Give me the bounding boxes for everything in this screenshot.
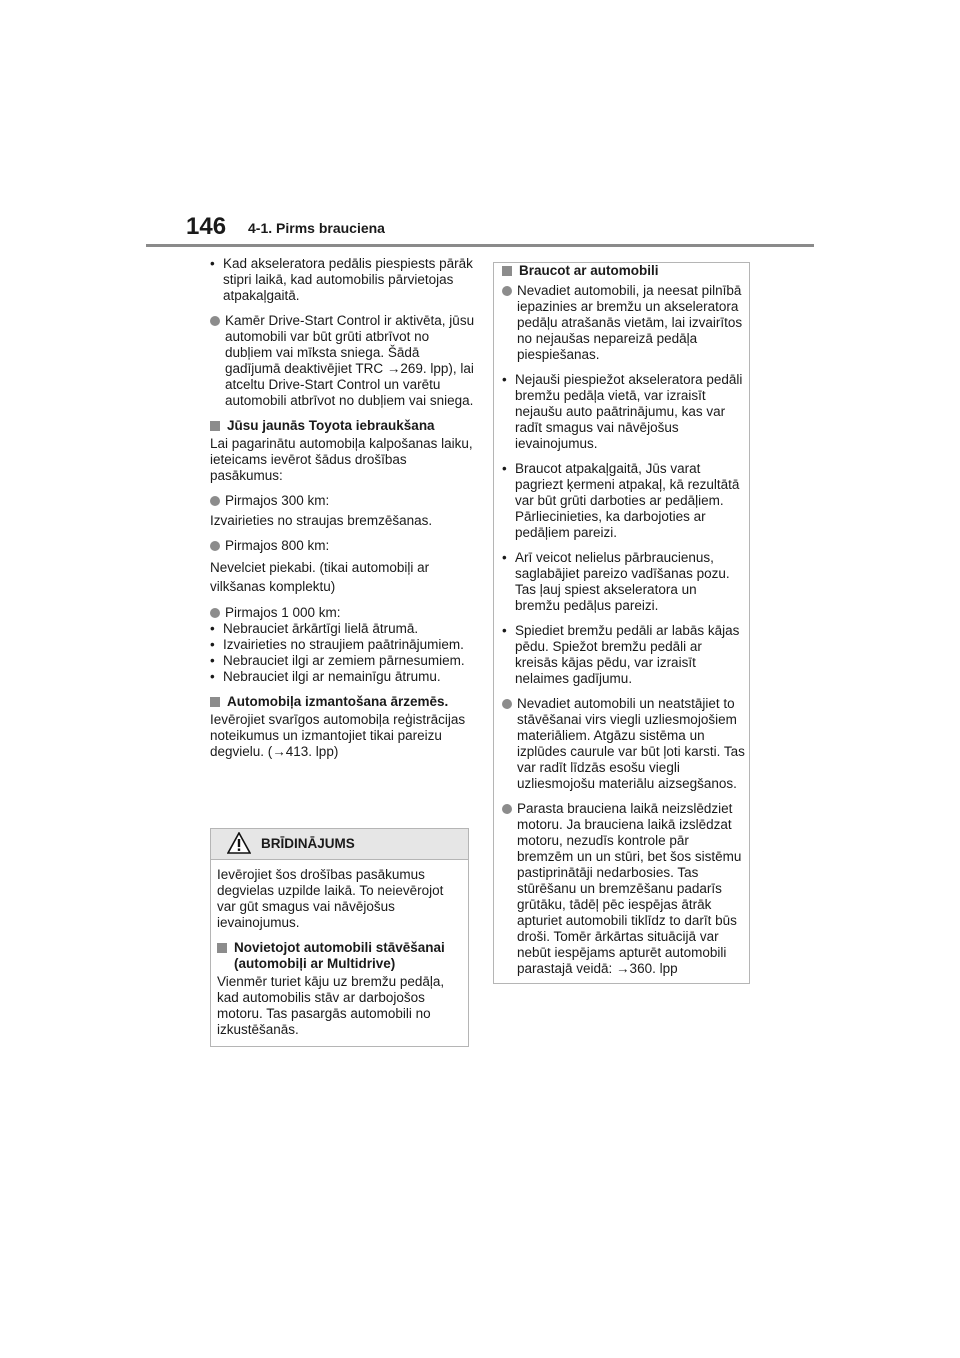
first-1000-heading: Pirmajos 1 000 km: bbox=[210, 605, 475, 621]
parking-text: Vienmēr turiet kāju uz bremžu pedāļa, kad automobilis stāv ar darbojošos motoru. Tas pasargās automobili no izkustēšanās. bbox=[217, 974, 445, 1037]
circle-bullet-icon bbox=[502, 286, 512, 296]
bullet-dot-icon: • bbox=[502, 623, 507, 638]
abroad-heading: Automobiļa izmantošana ārzemēs. bbox=[210, 694, 475, 710]
bullet-dot-icon: • bbox=[210, 669, 215, 684]
list-item: • Arī veicot nelielus pārbraucienus, saglabājiet pareizo vadīšanas pozu. Tas ļauj spiest akseleratora un bremžu pedāļus pareizi. bbox=[502, 550, 730, 613]
circle-bullet-icon bbox=[210, 608, 220, 618]
bullet-dot-icon: • bbox=[502, 372, 507, 387]
header-divider bbox=[146, 244, 814, 247]
first-800-text: Nevelciet piekabi. (tikai automobiļi ar vilkšanas komplektu) bbox=[210, 560, 430, 594]
note-engine-off: Parasta brauciena laikā neizslēdziet motoru. Ja brauciena laikā izslēdzat motoru, nezudīs kontrole pār bremzēm un un stūri, bet šos sistēmu pastiprinātāji nedarbosies. Tas stūrēšanu un bremzēšanu padarīs grūtāku, tādēļ pēc iespējas ātrāk apturiet automobili tiklīdz to darīt būs droši. Tomēr ārkārtas situācijā var nebūt iespējams apturēt automobili parastajā veidā: →360. lpp bbox=[502, 801, 745, 977]
warning-box bbox=[210, 828, 469, 1047]
list-item: • Spiediet bremžu pedāli ar labās kājas pēdu. Spiežot bremžu pedāli ar kreisās kājas pēdu, var izraisīt nelaimes gadījumu. bbox=[502, 623, 740, 686]
warning-header bbox=[211, 829, 468, 860]
list-item: • Nebrauciet ilgi ar zemiem pārnesumiem. bbox=[210, 653, 465, 668]
circle-bullet-icon bbox=[502, 804, 512, 814]
right-column-box bbox=[493, 262, 750, 984]
left-column bbox=[210, 256, 475, 769]
breakin-intro: Lai pagarinātu automobiļa kalpošanas laiku, ieteicams ievērot šādus drošības pasākumus: bbox=[210, 436, 473, 483]
list-item-text: Kad akseleratora pedālis piespiests pārāk stipri laikā, kad automobilis pārvietojas atpakaļgaitā. bbox=[223, 256, 473, 303]
warning-intro: Ievērojiet šos drošības pasākumus degvielas uzpilde laikā. To neievērojot var gūt smagus vai nāvējošus ievainojumus. bbox=[217, 867, 444, 930]
square-bullet-icon bbox=[210, 697, 220, 707]
note-text: Kamēr Drive-Start Control ir aktivēta, jūsu automobili var būt grūti atbrīvot no dubļiem vai mīksta sniega. Šādā gadījumā deaktivējiet TRC →269. lpp), lai atceltu Drive-Start Control un varētu automobili atbrīvot no dubļiem vai sniega. bbox=[225, 313, 475, 408]
warning-body bbox=[211, 860, 468, 1038]
note-drive-start bbox=[210, 313, 475, 409]
note-flammable: Nevadiet automobili un neatstājiet to stāvēšanai virs viegli uzliesmojošiem materiāliem. Atgāzu sistēma un izplūdes caurule var būt ļoti karsti. Tas var radīt līdzās esošu viegli uzliesmojošu materiālu aizsegšanos. bbox=[502, 696, 745, 792]
note-unfamiliar: Nevadiet automobili, ja neesat pilnībā iepazinies ar bremžu un akseleratora pedāļu atrašanās vietām, lai izvairītos no nejaušas nepareizā pedāļa piespiešanas. bbox=[502, 283, 745, 363]
page-number: 146 bbox=[186, 213, 227, 240]
driving-heading: Braucot ar automobili bbox=[502, 263, 745, 279]
square-bullet-icon bbox=[217, 943, 227, 953]
bullet-dot-icon: • bbox=[210, 637, 215, 652]
circle-bullet-icon bbox=[210, 496, 220, 506]
warning-triangle-icon bbox=[227, 832, 251, 854]
list-item: • Braucot atpakaļgaitā, Jūs varat pagriezt ķermeni atpakaļ, kā rezultātā var būt grūti darboties ar pedāļiem. Pārliecinieties, ka darbojoties ar pedāļiem pareizi. bbox=[502, 461, 740, 540]
breakin-heading: Jūsu jaunās Toyota iebraukšana bbox=[210, 418, 475, 434]
list-item: • Nejauši piespiežot akseleratora pedāli bremžu pedāļa vietā, var izraisīt nejaušu auto paātrinājumu, kas var radīt smagus vai nāvējošus ievainojumus. bbox=[502, 372, 743, 451]
bullet-dot-icon: • bbox=[502, 550, 507, 565]
bullet-dot-icon: • bbox=[210, 621, 215, 636]
bullet-dot-icon: • bbox=[502, 461, 507, 476]
section-title: 4-1. Pirms brauciena bbox=[248, 220, 385, 236]
circle-bullet-icon bbox=[502, 699, 512, 709]
circle-bullet-icon bbox=[210, 316, 220, 326]
bullet-dot-icon: • bbox=[210, 653, 215, 668]
warning-title: BRĪDINĀJUMS bbox=[261, 836, 355, 851]
abroad-text: Ievērojiet svarīgos automobiļa reģistrācijas noteikumus un izmantojiet tikai pareizu degvielu. (→413. lpp) bbox=[210, 712, 466, 759]
first-800-heading: Pirmajos 800 km: bbox=[210, 538, 475, 554]
list-item: • Nebrauciet ilgi ar nemainīgu ātrumu. bbox=[210, 669, 441, 684]
square-bullet-icon bbox=[502, 266, 512, 276]
first-1000-list bbox=[210, 621, 475, 685]
parking-heading: Novietojot automobili stāvēšanai (automobiļi ar Multidrive) bbox=[217, 940, 460, 972]
list-item bbox=[210, 256, 475, 304]
first-300-text: Izvairieties no straujas bremzēšanas. bbox=[210, 513, 433, 528]
circle-bullet-icon bbox=[210, 541, 220, 551]
list-item: • Izvairieties no straujiem paātrinājumiem. bbox=[210, 637, 464, 652]
square-bullet-icon bbox=[210, 421, 220, 431]
bullet-dot-icon: • bbox=[210, 256, 215, 271]
list-item: • Nebrauciet ārkārtīgi lielā ātrumā. bbox=[210, 621, 419, 636]
first-300-heading: Pirmajos 300 km: bbox=[210, 493, 475, 509]
